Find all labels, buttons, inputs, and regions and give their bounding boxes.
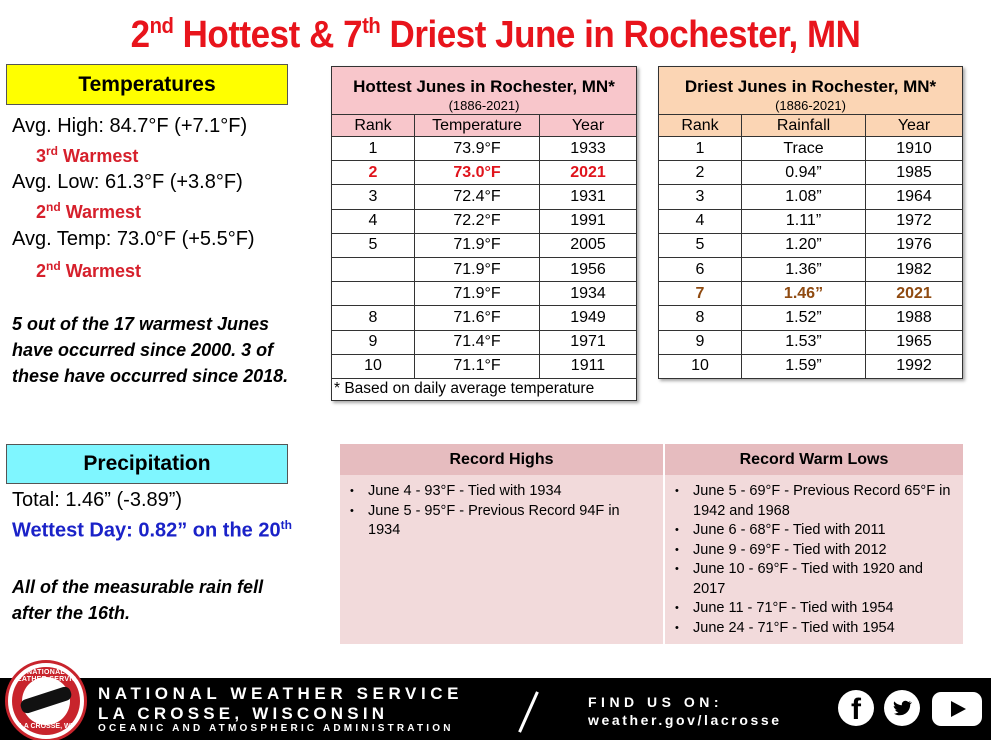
driest-table-subtitle: (1886-2021) [659, 97, 963, 115]
year-cell: 1965 [866, 330, 963, 354]
rank-cell: 8 [659, 306, 742, 330]
rank-cell: 3 [659, 185, 742, 209]
table-row [659, 330, 963, 354]
year-cell: 2021 [866, 282, 963, 306]
table-row [659, 257, 963, 281]
precip-total: Total: 1.46” (-3.89”) [12, 489, 183, 511]
play-icon [951, 701, 966, 717]
record-warm-lows-column [665, 444, 963, 644]
rank-cell: 9 [659, 330, 742, 354]
rainfall-cell: 0.94” [742, 161, 866, 185]
table-row [332, 257, 637, 281]
table-row [659, 137, 963, 161]
page-title: 2nd Hottest & 7th Driest June in Rochester, MN [130, 13, 861, 56]
temperature-cell: 73.0°F [415, 161, 540, 185]
avg-temp-rank: 2nd Warmest [36, 259, 142, 281]
table-row [659, 306, 963, 330]
year-cell: 1956 [540, 257, 637, 281]
rank-cell: 2 [332, 161, 415, 185]
rainfall-cell: 1.20” [742, 233, 866, 257]
list-item: • June 4 - 93°F - Tied with 1934 [350, 482, 655, 502]
rainfall-cell: 1.46” [742, 282, 866, 306]
year-cell: 1910 [866, 137, 963, 161]
temperatures-heading: Temperatures [6, 64, 288, 105]
record-warm-lows-heading: Record Warm Lows [665, 444, 963, 475]
facebook-icon[interactable]: f [838, 690, 874, 726]
temperature-cell: 71.1°F [415, 354, 540, 378]
table-row [659, 354, 963, 378]
list-item: • June 9 - 69°F - Tied with 2012 [675, 541, 955, 561]
table-row [659, 185, 963, 209]
year-cell: 1982 [866, 257, 963, 281]
rainfall-cell: 1.36” [742, 257, 866, 281]
rank-cell: 8 [332, 306, 415, 330]
rank-cell [332, 257, 415, 281]
column-header-year: Year [540, 115, 637, 137]
table-row [659, 233, 963, 257]
hottest-table-title: Hottest Junes in Rochester, MN* [332, 67, 637, 97]
year-cell: 1992 [866, 354, 963, 378]
list-item: • June 5 - 69°F - Previous Record 65°F in 1942 and 1968 [675, 482, 955, 521]
record-warm-lows-list [665, 475, 963, 638]
avg-temp: Avg. Temp: 73.0°F (+5.5°F) [12, 228, 255, 250]
year-cell: 1931 [540, 185, 637, 209]
column-header-rainfall: Rainfall [742, 115, 866, 137]
table-row [332, 354, 637, 378]
list-item: • June 5 - 95°F - Previous Record 94F in 1934 [350, 502, 655, 541]
office-name: LA CROSSE, WISCONSIN [98, 704, 389, 723]
logo-text-bottom: LA CROSSE, WI [19, 723, 73, 730]
rank-cell: 4 [659, 209, 742, 233]
twitter-bird-glyph [884, 690, 920, 726]
rainfall-cell: 1.08” [742, 185, 866, 209]
logo-text-top: NATIONAL WEATHER SERVICE [10, 669, 82, 683]
rank-cell: 6 [659, 257, 742, 281]
temperature-cell: 71.6°F [415, 306, 540, 330]
table-row [332, 282, 637, 306]
precipitation-heading: Precipitation [6, 444, 288, 484]
driest-table-title: Driest Junes in Rochester, MN* [659, 67, 963, 97]
rank-cell: 10 [332, 354, 415, 378]
avg-low-rank: 2nd Warmest [36, 200, 142, 222]
year-cell: 1964 [866, 185, 963, 209]
rank-cell: 5 [659, 233, 742, 257]
rank-cell [332, 282, 415, 306]
rainfall-cell: 1.59” [742, 354, 866, 378]
year-cell: 1934 [540, 282, 637, 306]
org-subtitle: OCEANIC AND ATMOSPHERIC ADMINISTRATION [98, 723, 454, 734]
table-row [332, 330, 637, 354]
rain-note: All of the measurable rain fell after the 16th. [12, 577, 264, 623]
wettest-day: Wettest Day: 0.82” on the 20th [12, 518, 292, 542]
table-row [659, 161, 963, 185]
year-cell: 1985 [866, 161, 963, 185]
records-panel [340, 444, 963, 644]
year-cell: 2021 [540, 161, 637, 185]
record-highs-list [340, 475, 663, 541]
website-link[interactable]: weather.gov/lacrosse [588, 712, 782, 728]
temperature-cell: 72.2°F [415, 209, 540, 233]
year-cell: 1972 [866, 209, 963, 233]
table-row [332, 233, 637, 257]
hottest-junes-table [331, 66, 637, 401]
table-row [659, 209, 963, 233]
temperature-cell: 71.4°F [415, 330, 540, 354]
record-highs-heading: Record Highs [340, 444, 663, 475]
column-header-temperature: Temperature [415, 115, 540, 137]
table-row [332, 185, 637, 209]
list-item: • June 6 - 68°F - Tied with 2011 [675, 521, 955, 541]
rank-cell: 9 [332, 330, 415, 354]
youtube-icon[interactable] [932, 692, 982, 726]
rank-cell: 1 [332, 137, 415, 161]
year-cell: 1933 [540, 137, 637, 161]
twitter-icon[interactable] [884, 690, 920, 726]
rainfall-cell: 1.52” [742, 306, 866, 330]
list-item: • June 11 - 71°F - Tied with 1954 [675, 599, 955, 619]
table-row [659, 282, 963, 306]
rainfall-cell: Trace [742, 137, 866, 161]
rank-cell: 5 [332, 233, 415, 257]
table-row [332, 209, 637, 233]
temperature-cell: 71.9°F [415, 282, 540, 306]
hottest-table-footnote: * Based on daily average temperature [332, 378, 637, 400]
avg-high-rank: 3rd Warmest [36, 144, 139, 166]
column-header-rank: Rank [332, 115, 415, 137]
list-item: • June 24 - 71°F - Tied with 1954 [675, 619, 955, 639]
table-row [332, 137, 637, 161]
year-cell: 2005 [540, 233, 637, 257]
avg-high: Avg. High: 84.7°F (+7.1°F) [12, 115, 248, 137]
rank-cell: 7 [659, 282, 742, 306]
year-cell: 1971 [540, 330, 637, 354]
rank-cell: 3 [332, 185, 415, 209]
org-name: NATIONAL WEATHER SERVICE [98, 684, 464, 703]
column-header-year: Year [866, 115, 963, 137]
temperature-cell: 71.9°F [415, 257, 540, 281]
rainfall-cell: 1.53” [742, 330, 866, 354]
table-row [332, 161, 637, 185]
rank-cell: 1 [659, 137, 742, 161]
table-row [332, 306, 637, 330]
year-cell: 1911 [540, 354, 637, 378]
year-cell: 1988 [866, 306, 963, 330]
hottest-table-subtitle: (1886-2021) [332, 97, 637, 115]
column-header-rank: Rank [659, 115, 742, 137]
avg-low: Avg. Low: 61.3°F (+3.8°F) [12, 171, 243, 193]
rank-cell: 4 [332, 209, 415, 233]
warm-junes-note: 5 out of the 17 warmest Junes have occurred since 2000. 3 of these have occurred since 2018. [12, 314, 289, 386]
temperature-cell: 73.9°F [415, 137, 540, 161]
rank-cell: 10 [659, 354, 742, 378]
year-cell: 1991 [540, 209, 637, 233]
record-highs-column [340, 444, 663, 644]
temperature-cell: 71.9°F [415, 233, 540, 257]
find-us-label: FIND US ON: [588, 694, 724, 710]
nws-logo [5, 660, 87, 740]
rainfall-cell: 1.11” [742, 209, 866, 233]
driest-junes-table [658, 66, 963, 379]
list-item: • June 10 - 69°F - Tied with 1920 and 2017 [675, 560, 955, 599]
year-cell: 1976 [866, 233, 963, 257]
year-cell: 1949 [540, 306, 637, 330]
rank-cell: 2 [659, 161, 742, 185]
temperature-cell: 72.4°F [415, 185, 540, 209]
